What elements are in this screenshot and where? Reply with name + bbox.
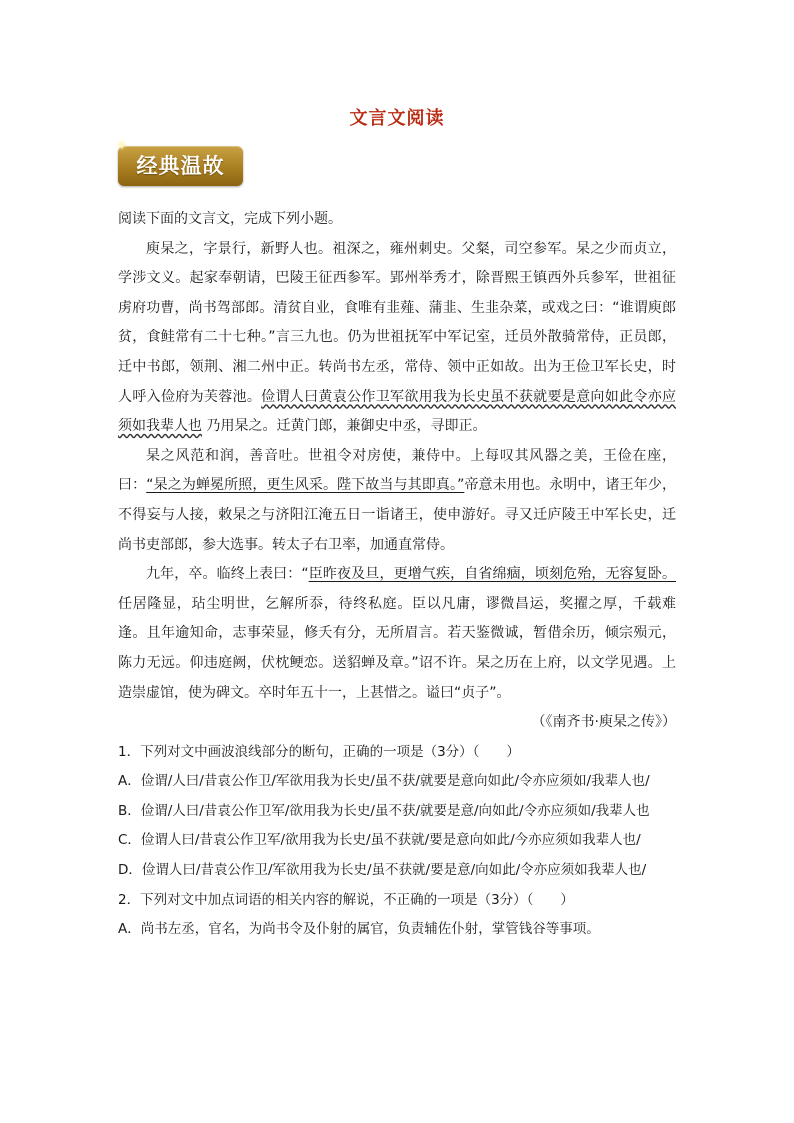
star-icon: ✦ [116, 138, 128, 154]
question-1-stem: 1．下列对文中画波浪线部分的断句，正确的一项是（3分）（ ） [118, 743, 520, 760]
paragraph-2-start: 杲之风范和润，善音吐。世祖令对房使，兼侍中。上每叹其风器之美，王俭在座，曰： [118, 447, 676, 494]
underlined-sentence-1: “杲之为蝉冕所照，更生风采。陛下故当与其即真。” [146, 477, 465, 494]
paragraph-3-start: 九年，卒。临终上表曰：“ [146, 566, 309, 583]
paragraph-2-end: 帝意未用也。永明中，诸王年少，不得妄与人接，敕杲之与济阳江淹五日一诣诸王，使申游好。寻又迁庐陵王中军长史，迁尚书吏部郎，参大选事。转太子右卫率，加通直常侍。 [118, 477, 677, 553]
question-1-option-c: C．俭谓人曰/昔袁公作卫军/欲用我为长史/虽不获就/要是意向如此/今亦应须如我辈人也/ [118, 832, 641, 849]
passage-paragraph-3 [118, 560, 676, 708]
question-1-option-b: B．俭谓/人曰/昔袁公作卫军/欲用我为长史/虽不获/就要是意/向如此/令亦应须如/我辈人也 [118, 802, 650, 819]
page-title: 文言文阅读 [349, 108, 445, 129]
question-1-option-d: D．俭谓人曰/昔袁公作卫/军欲用我为长史/虽不获就/要是意/向如此/令亦应须如我辈人也/ [118, 862, 647, 879]
passage-paragraph-2 [118, 442, 676, 560]
paragraph-3-end: 任居隆显，玷尘明世，乞解所忝，待终私庭。臣以凡庸，谬微昌运，奖擢之厚，千载难逢。且年逾知命，志事荣显，修夭有分，无所眉言。若天鉴微诚，暂借余历，倾宗殒元，陈力无远。仰违庭阙，伏枕鲠恋。送貂蝉及章。”诏不许。杲之历在上府，以文学见遇。上造崇虚馆，使为碑文。卒时年五十一，上甚惜之。谥曰“贞子”。 [118, 595, 676, 701]
instruction-text: 阅读下面的文言文，完成下列小题。 [118, 211, 342, 227]
wavy-underlined-sentence: 俭谓人曰黄袁公作卫军欲用我为长史虽不获就要是意向如此令亦应须如我辈人也 [118, 388, 677, 435]
question-2-option-a: A．尚书左丞，官名，为尚书令及仆射的属官，负责辅佐仆射，掌管钱谷等事项。 [118, 921, 600, 938]
question-1-option-a: A．俭谓/人曰/昔袁公作卫/军欲用我为长史/虽不获/就要是意向如此/令亦应须如/我辈人也/ [118, 773, 650, 790]
question-2-stem: 2．下列对文中加点词语的相关内容的解说，不正确的一项是（3分）（ ） [118, 891, 574, 908]
section-badge [116, 138, 243, 186]
paragraph-1-text: 庾杲之，字景行，新野人也。祖深之，雍州刺史。父粲，司空参军。杲之少而贞立，学涉文义。起家奉朝请，巴陵王征西参军。郢州举秀才，除晋熙王镇西外兵参军，世祖征虏府功曹，尚书驾部郎。清贫自业，食唯有韭薤、蒲韭、生韭杂菜，或戏之曰：“谁谓庾郎贫，食鲑常有二十七种。”言三九也。仍为世祖抚军中军记室，迁员外散骑常侍，正员郎，迁中书郎，领荆、湘二州中正。转尚书左丞，常侍、领中正如故。出为王俭卫军长史，时人呼入俭府为芙蓉池。 [118, 240, 676, 405]
source-citation: （《南齐书·庾杲之传》） [531, 714, 676, 731]
reading-passage [118, 205, 676, 945]
passage-paragraph-1 [118, 235, 676, 442]
underlined-sentence-2: 臣昨夜及旦，更增气疾，自省绵痼，顷刻危殆，无容复卧。 [308, 566, 676, 583]
badge-label: 经典温故 [136, 154, 225, 178]
paragraph-1-end: 乃用杲之。迁黄门郎，兼御史中丞，寻即正。 [202, 418, 487, 435]
